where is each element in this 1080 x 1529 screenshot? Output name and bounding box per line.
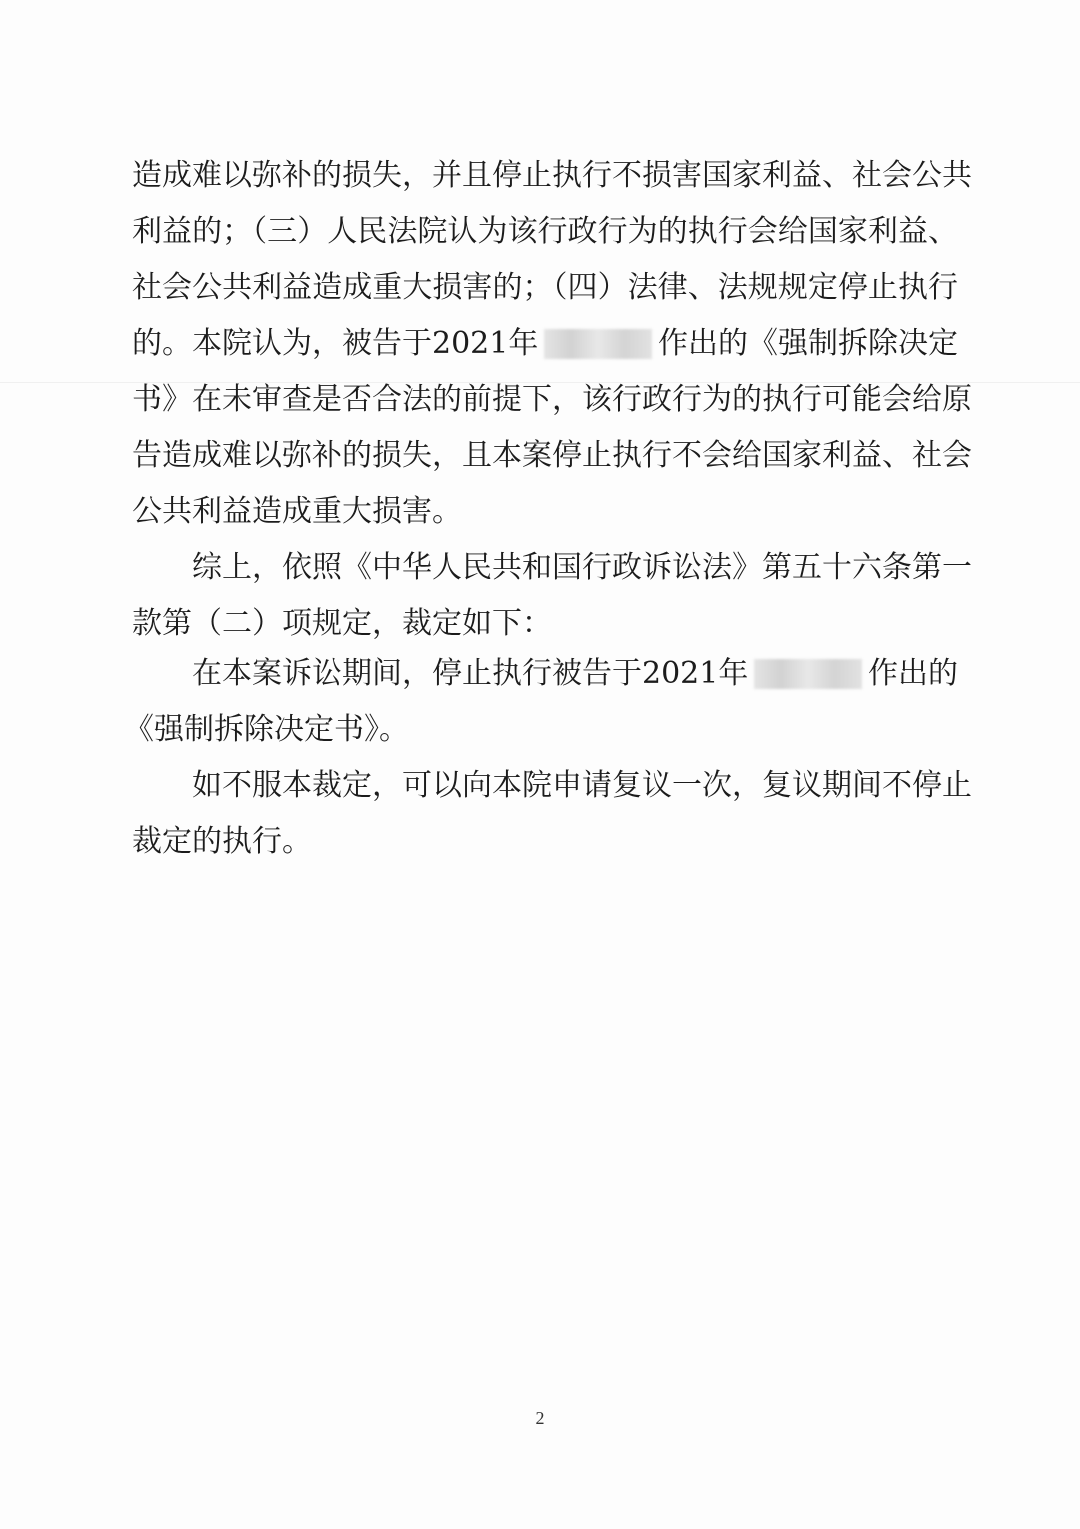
redacted-date [544, 329, 652, 359]
text-line: 造成难以弥补的损失，并且停止执行不损害国家利益、社会公共 [132, 158, 972, 193]
text-segment: 在本案诉讼期间，停止执行被告于2021年 [192, 656, 749, 691]
text-line-with-redaction [192, 654, 958, 694]
text-line-with-redaction [132, 324, 958, 364]
text-line: 裁定的执行。 [132, 824, 312, 859]
text-segment: 的。本院认为，被告于2021年 [132, 326, 539, 361]
text-line: 公共利益造成重大损害。 [132, 494, 462, 529]
page-number: 2 [535, 1408, 545, 1428]
text-segment: 作出的 [868, 656, 958, 691]
paragraph-start: 如不服本裁定，可以向本院申请复议一次，复议期间不停止 [192, 768, 972, 803]
text-segment: 作出的《强制拆除决定 [658, 326, 958, 361]
redacted-date [754, 659, 862, 689]
text-line: 告造成难以弥补的损失，且本案停止执行不会给国家利益、社会 [132, 438, 972, 473]
text-line: 社会公共利益造成重大损害的；（四）法律、法规规定停止执行 [132, 270, 958, 305]
paragraph-start: 综上，依照《中华人民共和国行政诉讼法》第五十六条第一 [192, 550, 972, 585]
text-line: 《强制拆除决定书》。 [124, 712, 409, 747]
text-line: 书》在未审查是否合法的前提下，该行政行为的执行可能会给原 [132, 382, 972, 417]
text-line: 款第（二）项规定，裁定如下： [132, 606, 552, 641]
text-line: 利益的；（三）人民法院认为该行政行为的执行会给国家利益、 [132, 214, 958, 249]
